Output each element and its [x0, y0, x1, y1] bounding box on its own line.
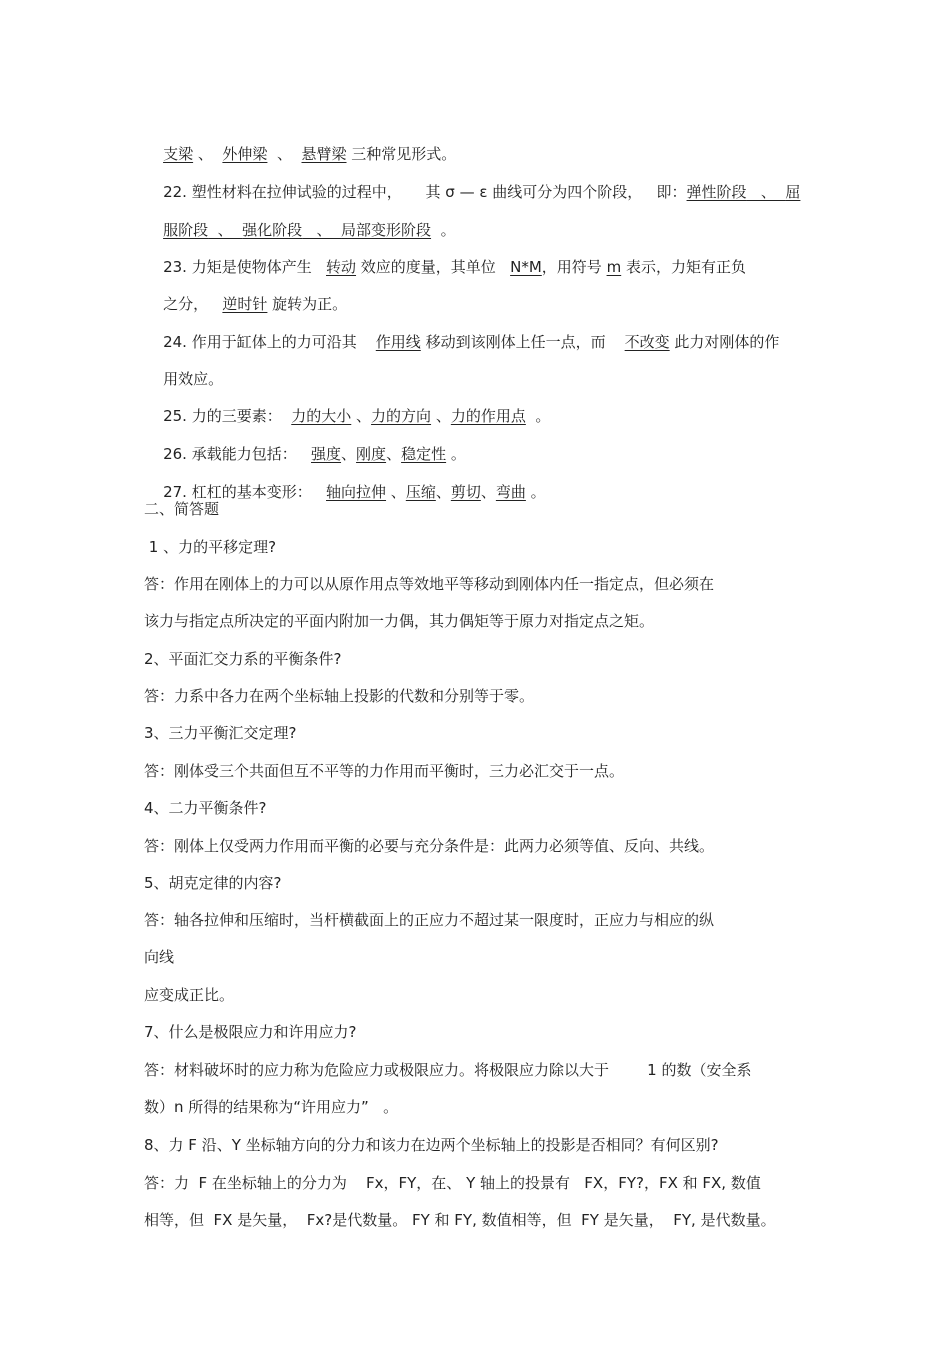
text-run: 、: [351, 407, 372, 425]
blank-answer: 逆时针: [222, 295, 268, 313]
answer-text: 数）n 所得的结果称为“许用应力” 。: [144, 1098, 399, 1116]
text-run: 、: [267, 145, 302, 163]
blank-answer: 悬臂梁: [301, 145, 347, 163]
blank-answer: 作用线: [375, 333, 421, 351]
blank-answer: 局部变形阶段: [341, 221, 432, 239]
text-run: 、: [435, 483, 451, 501]
blank-answer: 刚度: [356, 445, 387, 463]
text-run: 用效应。: [163, 370, 224, 388]
question-heading: 3、三力平衡汇交定理?: [144, 724, 297, 742]
text-run: 、: [480, 483, 496, 501]
answer-text: 该力与指定点所决定的平面内附加一力偶，其力偶矩等于原力对指定点之矩。: [144, 612, 655, 630]
answer-text: 答：轴各拉伸和压缩时，当杆横截面上的正应力不超过某一限度时，正应力与相应的纵: [144, 911, 715, 929]
section-heading: 二、简答题: [144, 500, 220, 518]
text-run: 。: [525, 483, 546, 501]
blank-answer: 弹性阶段: [686, 183, 747, 201]
blank-answer: 强化阶段: [242, 221, 303, 239]
answer-text: 答：力 F 在坐标轴上的分力为 Fx，FY，在、 Y 轴上的投景有 FX，FY?，FX 和 FX, 数值: [144, 1174, 761, 1192]
blank-answer: N*M: [510, 258, 542, 276]
text-run: 效应的度量，其单位: [356, 258, 511, 276]
blank-answer: 屈: [785, 183, 801, 201]
question-heading: 1 、力的平移定理?: [144, 538, 277, 556]
text-run: 、: [386, 445, 402, 463]
answer-text: 答：力系中各力在两个坐标轴上投影的代数和分别等于零。: [144, 687, 535, 705]
answer-text: 答：材料破坏时的应力称为危险应力或极限应力。将极限应力除以大于 1 的数（安全系: [144, 1061, 752, 1079]
answer-text: 答：刚体上仅受两力作用而平衡的必要与充分条件是：此两力必须等值、反向、共线。: [144, 837, 715, 855]
text-run: 、: [746, 183, 786, 201]
answer-text: 答：作用在刚体上的力可以从原作用点等效地平等移动到刚体内任一指定点，但必须在: [144, 575, 715, 593]
answer-text: 相等，但 FX 是矢量， Fx?是代数量。 FY 和 FY, 数值相等，但 FY 是矢量， FY, 是代数量。: [144, 1211, 776, 1229]
question-heading: 7、什么是极限应力和许用应力?: [144, 1023, 357, 1041]
text-run: 、: [431, 407, 451, 425]
text-run: 27. 杠杠的基本变形：: [163, 483, 327, 501]
blank-answer: 强度: [311, 445, 342, 463]
blank-answer: 力的方向: [371, 407, 432, 425]
blank-answer: 不改变: [624, 333, 670, 351]
text-run: ，用符号: [541, 258, 607, 276]
question-heading: 8、力 F 沿、Y 坐标轴方向的分力和该力在边两个坐标轴上的投影是否相同？有何区别?: [144, 1136, 719, 1154]
question-heading: 4、二力平衡条件?: [144, 799, 267, 817]
answer-text: 答：刚体受三个共面但互不平等的力作用而平衡时，三力必汇交于一点。: [144, 762, 625, 780]
answer-text: 向线: [144, 948, 175, 966]
text-run: 三种常见形式。: [346, 145, 457, 163]
blank-answer: 稳定性: [401, 445, 447, 463]
blank-answer: 轴向拉伸: [326, 483, 387, 501]
text-run: 25. 力的三要素：: [163, 407, 292, 425]
text-run: 此力对刚体的作: [669, 333, 780, 351]
text-run: 24. 作用于缸体上的力可沿其: [163, 333, 376, 351]
text-run: 旋转为正。: [267, 295, 348, 313]
text-run: 26. 承载能力包括：: [163, 445, 312, 463]
text-run: 表示，力矩有正负: [621, 258, 746, 276]
text-run: 、: [302, 221, 342, 239]
question-24: [144, 312, 779, 372]
text-run: 、: [386, 483, 406, 501]
text-run: 、: [341, 445, 357, 463]
text-run: 。: [525, 407, 551, 425]
text-run: 23. 力矩是使物体产生: [163, 258, 327, 276]
blank-answer: 弯曲: [495, 483, 526, 501]
blank-answer: m: [606, 258, 622, 276]
text-run: 、: [193, 145, 223, 163]
blank-answer: 剪切: [450, 483, 481, 501]
text-run: 移动到该刚体上任一点，而: [420, 333, 625, 351]
blank-answer: 服阶段: [163, 221, 209, 239]
blank-answer: 外伸梁: [222, 145, 268, 163]
text-run: 。: [431, 221, 456, 239]
blank-answer: 支梁: [163, 145, 194, 163]
text-run: 22. 塑性材料在拉伸试验的过程中， 其 σ — ε 曲线可分为四个阶段， 即：: [163, 183, 687, 201]
blank-answer: 力的作用点: [450, 407, 526, 425]
answer-text: 应变成正比。: [144, 986, 235, 1004]
question-heading: 5、胡克定律的内容?: [144, 874, 282, 892]
text-run: 之分，: [163, 295, 223, 313]
blank-answer: 力的大小: [291, 407, 352, 425]
question-heading: 2、平面汇交力系的平衡条件?: [144, 650, 342, 668]
text-run: 、: [208, 221, 243, 239]
text-run: 。: [446, 445, 466, 463]
blank-answer: 压缩: [405, 483, 436, 501]
blank-answer: 转动: [326, 258, 357, 276]
